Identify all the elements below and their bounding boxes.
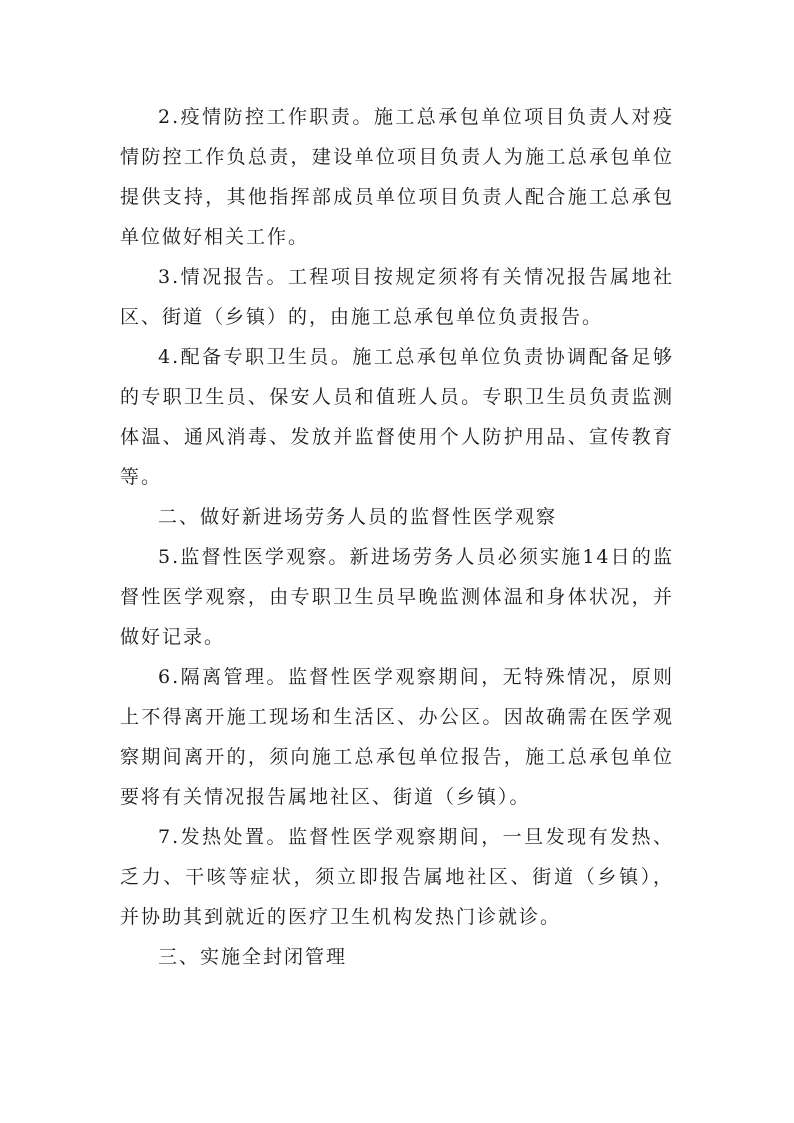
section-heading-closed-management: 三、实施全封闭管理: [158, 946, 348, 968]
paragraph-observation: 5.监督性医学观察。新进场劳务人员必须实施14日的监督性医学观察，由专职卫生员早晚监测体温和身体状况，并做好记录。: [120, 546, 674, 648]
paragraph-report: 3.情况报告。工程项目按规定须将有关情况报告属地社区、街道（乡镇）的，由施工总承包单位负责报告。: [120, 266, 674, 328]
paragraph-health-staff: 4.配备专职卫生员。施工总承包单位负责协调配备足够的专职卫生员、保安人员和值班人员。专职卫生员负责监测体温、通风消毒、发放并监督使用个人防护用品、宣传教育等。: [120, 346, 674, 488]
paragraph-duties: 2.疫情防控工作职责。施工总承包单位项目负责人对疫情防控工作负总责，建设单位项目负责人为施工总承包单位提供支持，其他指挥部成员单位项目负责人配合施工总承包单位做好相关工作。: [120, 106, 674, 248]
document-body: [120, 97, 674, 977]
paragraph-isolation: 6.隔离管理。监督性医学观察期间，无特殊情况，原则上不得离开施工现场和生活区、办公区。因故确需在医学观察期间离开的，须向施工总承包单位报告，施工总承包单位要将有关情况报告属地社区、街道（乡镇）。: [120, 666, 674, 808]
paragraph-fever: 7.发热处置。监督性医学观察期间，一旦发现有发热、乏力、干咳等症状，须立即报告属地社区、街道（乡镇），并协助其到就近的医疗卫生机构发热门诊就诊。: [120, 826, 674, 928]
section-heading-observation: 二、做好新进场劳务人员的监督性医学观察: [158, 506, 558, 528]
